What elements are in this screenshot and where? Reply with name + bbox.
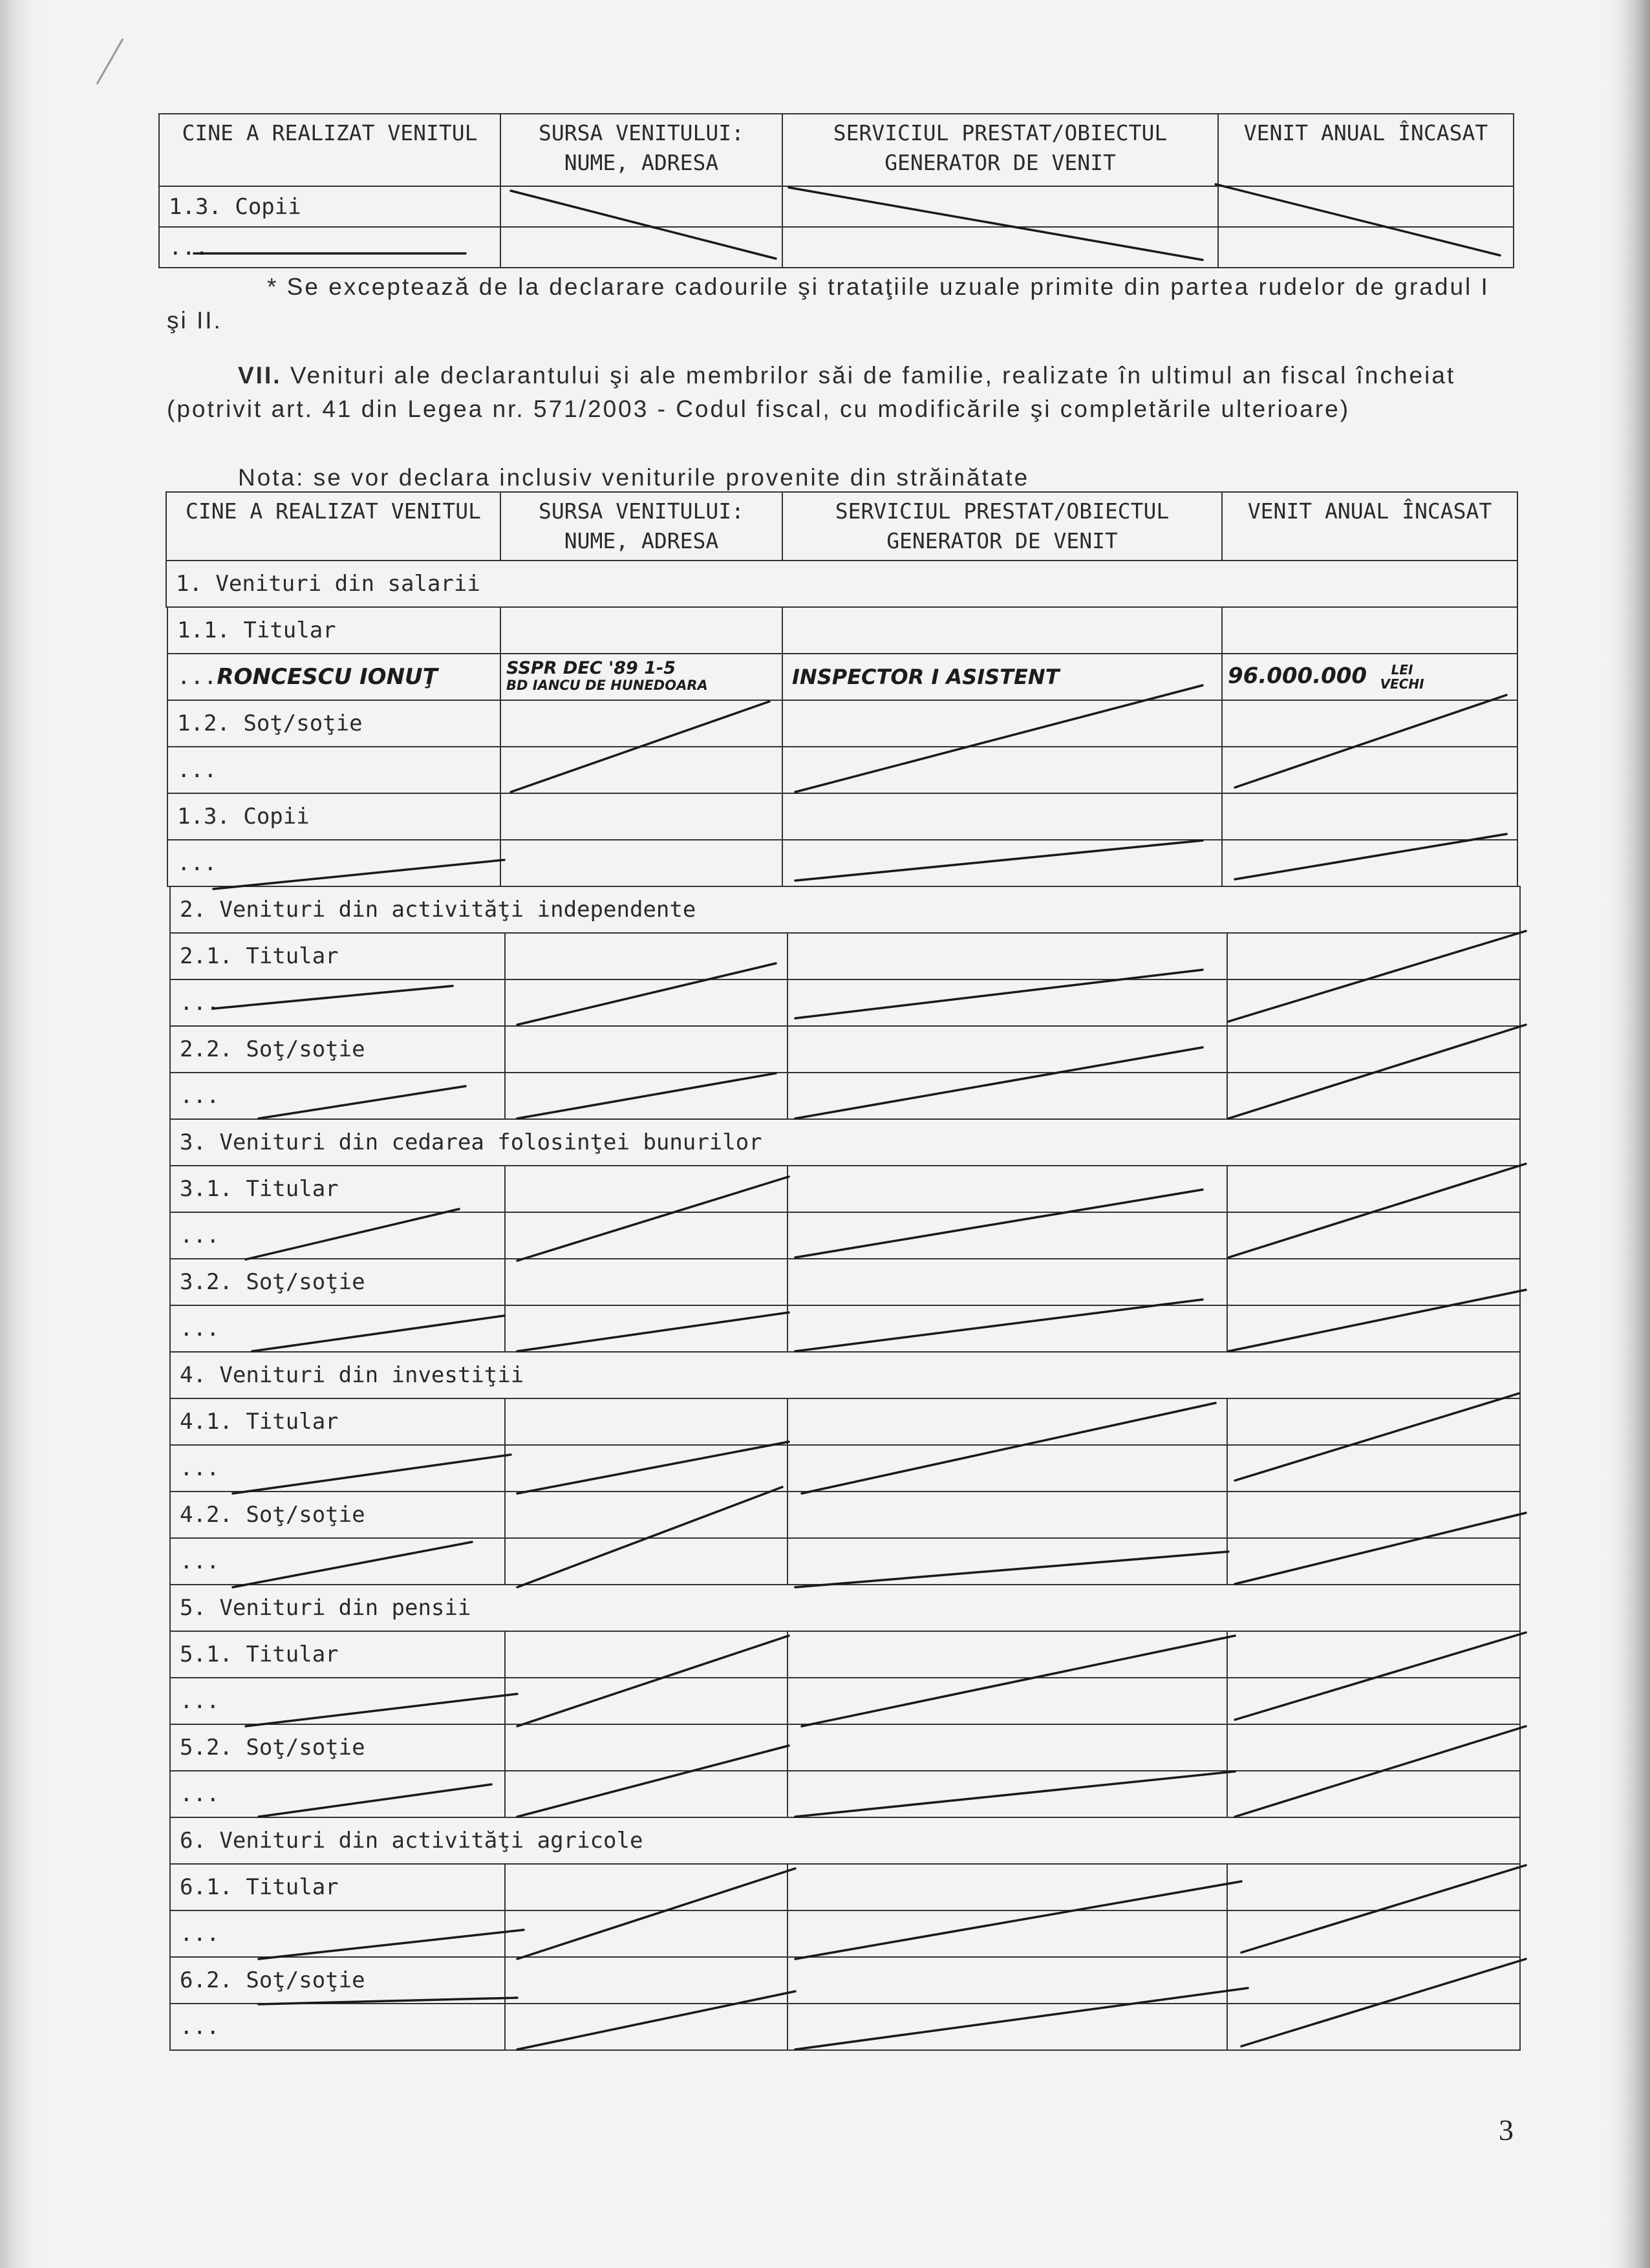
handwritten-amount-cell [1222,654,1517,700]
handwritten-amount: 96.000.000 [1228,663,1367,689]
empty-cell [788,979,1227,1026]
row-label-children: 1.3. Copii [159,186,500,227]
col-header-service: SERVICIUL PRESTAT/OBIECTUL GENERATOR DE VENIT [782,492,1222,561]
empty-cell [1227,1492,1520,1538]
empty-cell [1227,1678,1520,1724]
page-number: 3 [1499,2113,1514,2146]
empty-cell [505,1166,788,1212]
col-header-source: SURSA VENITULUI: NUME, ADRESA [500,492,782,561]
empty-cell [788,1445,1227,1492]
handwritten-service: INSPECTOR I ASISTENT [792,665,1060,689]
handwritten-name-cell: ...RONCESCU IONUŢ [167,654,500,700]
empty-cell [505,979,788,1026]
section-title: 3. Venituri din cedarea folosinţei bunurilor [170,1119,1520,1166]
empty-cell [505,1957,788,2004]
col-header-source: SURSA VENITULUI: NUME, ADRESA [500,114,782,186]
empty-cell [505,933,788,979]
empty-cell [788,1678,1227,1724]
empty-cell [1227,1957,1520,2004]
section-vii-text: VII. Venituri ale declarantului şi ale membrilor săi de familie, realizate în ultimul an fiscal încheiat (potrivit art. 41 din Legea nr. 571/2003 - Codul fiscal, cu modificările şi completările ulterioare) [167,362,1456,422]
row-label-ellipsis: ... [170,1678,505,1724]
empty-cell [505,1631,788,1678]
empty-cell [788,1166,1227,1212]
row-label-ellipsis: ... [170,1910,505,1957]
row-label-titular: 4.1. Titular [170,1398,505,1445]
handwritten-service-cell [782,654,1222,700]
row-label-spouse: 2.2. Soţ/soţie [170,1026,505,1073]
row-label-titular: 6.1. Titular [170,1864,505,1910]
row-label-children: 1.3. Copii [167,793,500,840]
section-title: 6. Venituri din activităţi agricole [170,1817,1520,1864]
section-title: 2. Venituri din activităţi independente [170,886,1520,933]
section-4 [170,1352,1520,1585]
row-label-ellipsis: ... [170,1445,505,1492]
empty-cell [788,1259,1227,1305]
row-label-ellipsis: ... [170,1073,505,1119]
handwritten-currency-vechi: VECHI [1380,676,1424,692]
gifts-table [158,113,1514,268]
row-label-spouse: 4.2. Soţ/soţie [170,1492,505,1538]
row-label-titular: 5.1. Titular [170,1631,505,1678]
empty-cell [788,1724,1227,1771]
row-label-ellipsis: ... [167,840,500,886]
empty-cell [505,1398,788,1445]
empty-cell [1227,1073,1520,1119]
section-2 [170,886,1520,1119]
row-label-ellipsis: ... [170,2004,505,2050]
empty-cell [1227,1026,1520,1073]
empty-cell [788,1771,1227,1817]
empty-cell [788,1073,1227,1119]
empty-cell [788,2004,1227,2050]
section-title: 4. Venituri din investiţii [170,1352,1520,1398]
col-header-service: SERVICIUL PRESTAT/OBIECTUL GENERATOR DE VENIT [782,114,1218,186]
empty-cell [788,1957,1227,2004]
col-header-income: VENIT ANUAL ÎNCASAT [1218,114,1514,186]
empty-cell [505,2004,788,2050]
empty-cell [788,1538,1227,1585]
empty-cell [505,1678,788,1724]
empty-cell [1227,1398,1520,1445]
section-title: 5. Venituri din pensii [170,1585,1520,1631]
row-label-spouse: 5.2. Soţ/soţie [170,1724,505,1771]
row-label-titular: 3.1. Titular [170,1166,505,1212]
col-header-who: CINE A REALIZAT VENITUL [159,114,500,186]
row-label-spouse: 1.2. Soţ/soţie [167,700,500,747]
empty-cell [788,1910,1227,1957]
note-gifts: * Se exceptează de la declarare cadourile şi trataţiile uzuale primite din partea rudelor de gradul I şi II. [167,273,1490,334]
income-sections-table [169,886,1521,2051]
empty-cell [505,1538,788,1585]
empty-cell [1227,1166,1520,1212]
row-label-titular: 1.1. Titular [167,607,500,654]
section-vii-label: VII. [238,362,282,389]
empty-cell [1227,1212,1520,1259]
section-6 [170,1817,1520,2050]
row-label-spouse: 3.2. Soţ/soţie [170,1259,505,1305]
empty-cell [1227,1631,1520,1678]
handwritten-source-cell [500,654,782,700]
row-label-titular: 2.1. Titular [170,933,505,979]
empty-cell [1227,933,1520,979]
row-label-ellipsis: ... [159,227,500,268]
col-header-income: VENIT ANUAL ÎNCASAT [1222,492,1517,561]
handwritten-source-line1: SSPR DEC '89 1-5 [506,658,676,678]
empty-cell [1227,1724,1520,1771]
empty-cell [1227,2004,1520,2050]
row-label-ellipsis: ... [170,979,505,1026]
empty-cell [505,1492,788,1538]
empty-cell [505,1026,788,1073]
section-5 [170,1585,1520,1817]
section-3 [170,1119,1520,1352]
empty-cell [505,1259,788,1305]
handwritten-name: RONCESCU IONUŢ [217,664,438,690]
handwritten-currency-lei: LEI [1391,662,1413,678]
row-label-ellipsis: ... [167,747,500,793]
section-title-salary: 1. Venituri din salarii [166,561,1517,607]
row-label-spouse: 6.2. Soţ/soţie [170,1957,505,2004]
empty-cell [1227,979,1520,1026]
empty-cell [505,1771,788,1817]
empty-cell [1227,1771,1520,1817]
row-label-ellipsis: ... [170,1538,505,1585]
empty-cell [1227,1259,1520,1305]
empty-cell [505,1724,788,1771]
empty-cell [505,1212,788,1259]
row-label-ellipsis: ... [170,1212,505,1259]
empty-cell [788,1398,1227,1445]
section-vii-nota: Nota: se vor declara inclusiv veniturile provenite din străinătate [238,464,1030,491]
income-table [167,606,1518,887]
empty-cell [1227,1305,1520,1352]
empty-cell [788,1026,1227,1073]
empty-cell [505,1305,788,1352]
row-label-ellipsis: ... [170,1305,505,1352]
empty-cell [788,1492,1227,1538]
empty-cell [788,1864,1227,1910]
empty-cell [1227,1538,1520,1585]
row-label-ellipsis: ... [170,1771,505,1817]
empty-cell [788,933,1227,979]
empty-cell [1227,1910,1520,1957]
empty-cell [788,1212,1227,1259]
handwritten-source-line2: BD IANCU DE HUNEDOARA [506,678,708,693]
empty-cell [788,1631,1227,1678]
empty-cell [1227,1445,1520,1492]
income-table-salary [166,491,1518,608]
empty-cell [505,1445,788,1492]
col-header-who: CINE A REALIZAT VENITUL [166,492,500,561]
empty-cell [788,1305,1227,1352]
empty-cell [505,1073,788,1119]
empty-cell [1227,1864,1520,1910]
empty-cell [505,1864,788,1910]
empty-cell [505,1910,788,1957]
